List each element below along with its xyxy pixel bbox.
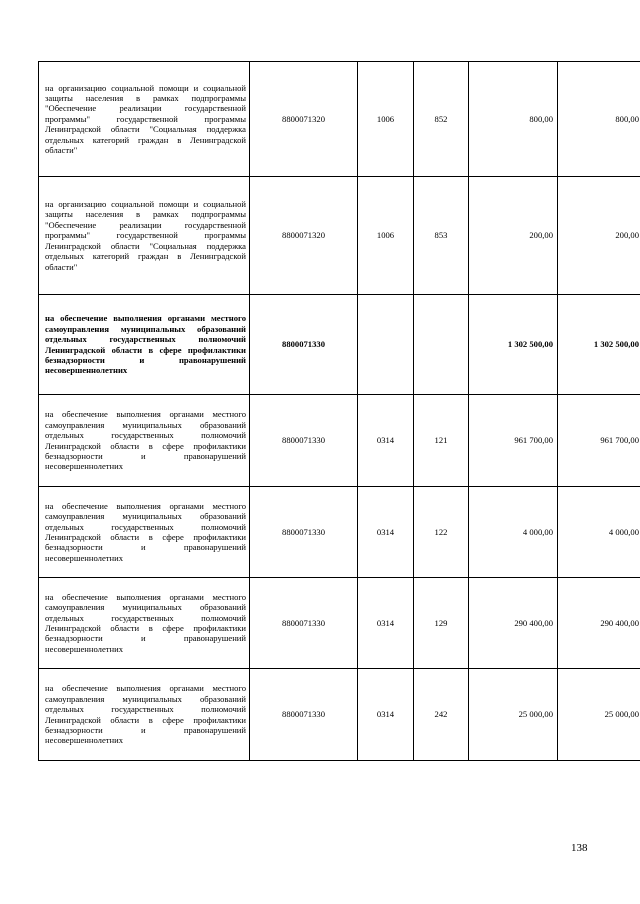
description-cell: на организацию социальной помощи и социальной защиты населения в рамках подпрограммы "Обеспечение реализации государственной программы" государственной программы Ленинградской области "Социальная поддержка отдельных категорий граждан в Ленинградской области" [39,177,250,295]
amount-1-cell: 1 302 500,00 [469,295,558,395]
description-cell: на организацию социальной помощи и социальной защиты населения в рамках подпрограммы "Обеспечение реализации государственной программы" государственной программы Ленинградской области "Социальная поддержка отдельных категорий граждан в Ленинградской области" [39,62,250,177]
target-code-cell: 8800071330 [250,487,358,578]
table-row-subtotal [39,295,640,395]
target-code-cell: 8800071330 [250,578,358,669]
expense-type-cell: 853 [414,177,469,295]
page-number: 138 [571,842,588,854]
amount-2-cell: 1 302 500,00 [558,295,640,395]
amount-1-cell: 290 400,00 [469,578,558,669]
target-code-cell: 8800071330 [250,395,358,487]
section-cell: 0314 [358,669,414,761]
amount-1-cell: 800,00 [469,62,558,177]
target-code-cell: 8800071320 [250,62,358,177]
description-cell: на обеспечение выполнения органами местного самоуправления муниципальных образований отдельных государственных полномочий Ленинградской области в сфере профилактики безнадзорности и правонарушений несовершеннолетних [39,487,250,578]
section-cell: 0314 [358,578,414,669]
target-code-cell: 8800071330 [250,295,358,395]
expense-type-cell: 852 [414,62,469,177]
section-cell: 0314 [358,487,414,578]
table-row [39,62,640,177]
table-row [39,395,640,487]
expense-type-cell: 121 [414,395,469,487]
amount-1-cell: 200,00 [469,177,558,295]
amount-2-cell: 961 700,00 [558,395,640,487]
budget-table [38,61,640,761]
section-cell: 0314 [358,395,414,487]
description-cell: на обеспечение выполнения органами местного самоуправления муниципальных образований отдельных государственных полномочий Ленинградской области в сфере профилактики безнадзорности и правонарушений несовершеннолетних [39,395,250,487]
amount-2-cell: 200,00 [558,177,640,295]
amount-1-cell: 961 700,00 [469,395,558,487]
section-cell: 1006 [358,177,414,295]
expense-type-cell: 129 [414,578,469,669]
target-code-cell: 8800071320 [250,177,358,295]
amount-1-cell: 25 000,00 [469,669,558,761]
section-cell: 1006 [358,62,414,177]
table-row [39,487,640,578]
expense-type-cell [414,295,469,395]
description-cell: на обеспечение выполнения органами местного самоуправления муниципальных образований отдельных государственных полномочий Ленинградской области в сфере профилактики безнадзорности и правонарушений несовершеннолетних [39,578,250,669]
expense-type-cell: 242 [414,669,469,761]
expense-type-cell: 122 [414,487,469,578]
amount-2-cell: 25 000,00 [558,669,640,761]
description-cell: на обеспечение выполнения органами местного самоуправления муниципальных образований отдельных государственных полномочий Ленинградской области в сфере профилактики безнадзорности и правонарушений несовершеннолетних [39,669,250,761]
amount-2-cell: 800,00 [558,62,640,177]
table-row [39,578,640,669]
amount-2-cell: 290 400,00 [558,578,640,669]
table-row [39,177,640,295]
description-cell: на обеспечение выполнения органами местного самоуправления муниципальных образований отдельных государственных полномочий Ленинградской области в сфере профилактики безнадзорности и правонарушений несовершеннолетних [39,295,250,395]
amount-2-cell: 4 000,00 [558,487,640,578]
section-cell [358,295,414,395]
target-code-cell: 8800071330 [250,669,358,761]
table-row [39,669,640,761]
amount-1-cell: 4 000,00 [469,487,558,578]
